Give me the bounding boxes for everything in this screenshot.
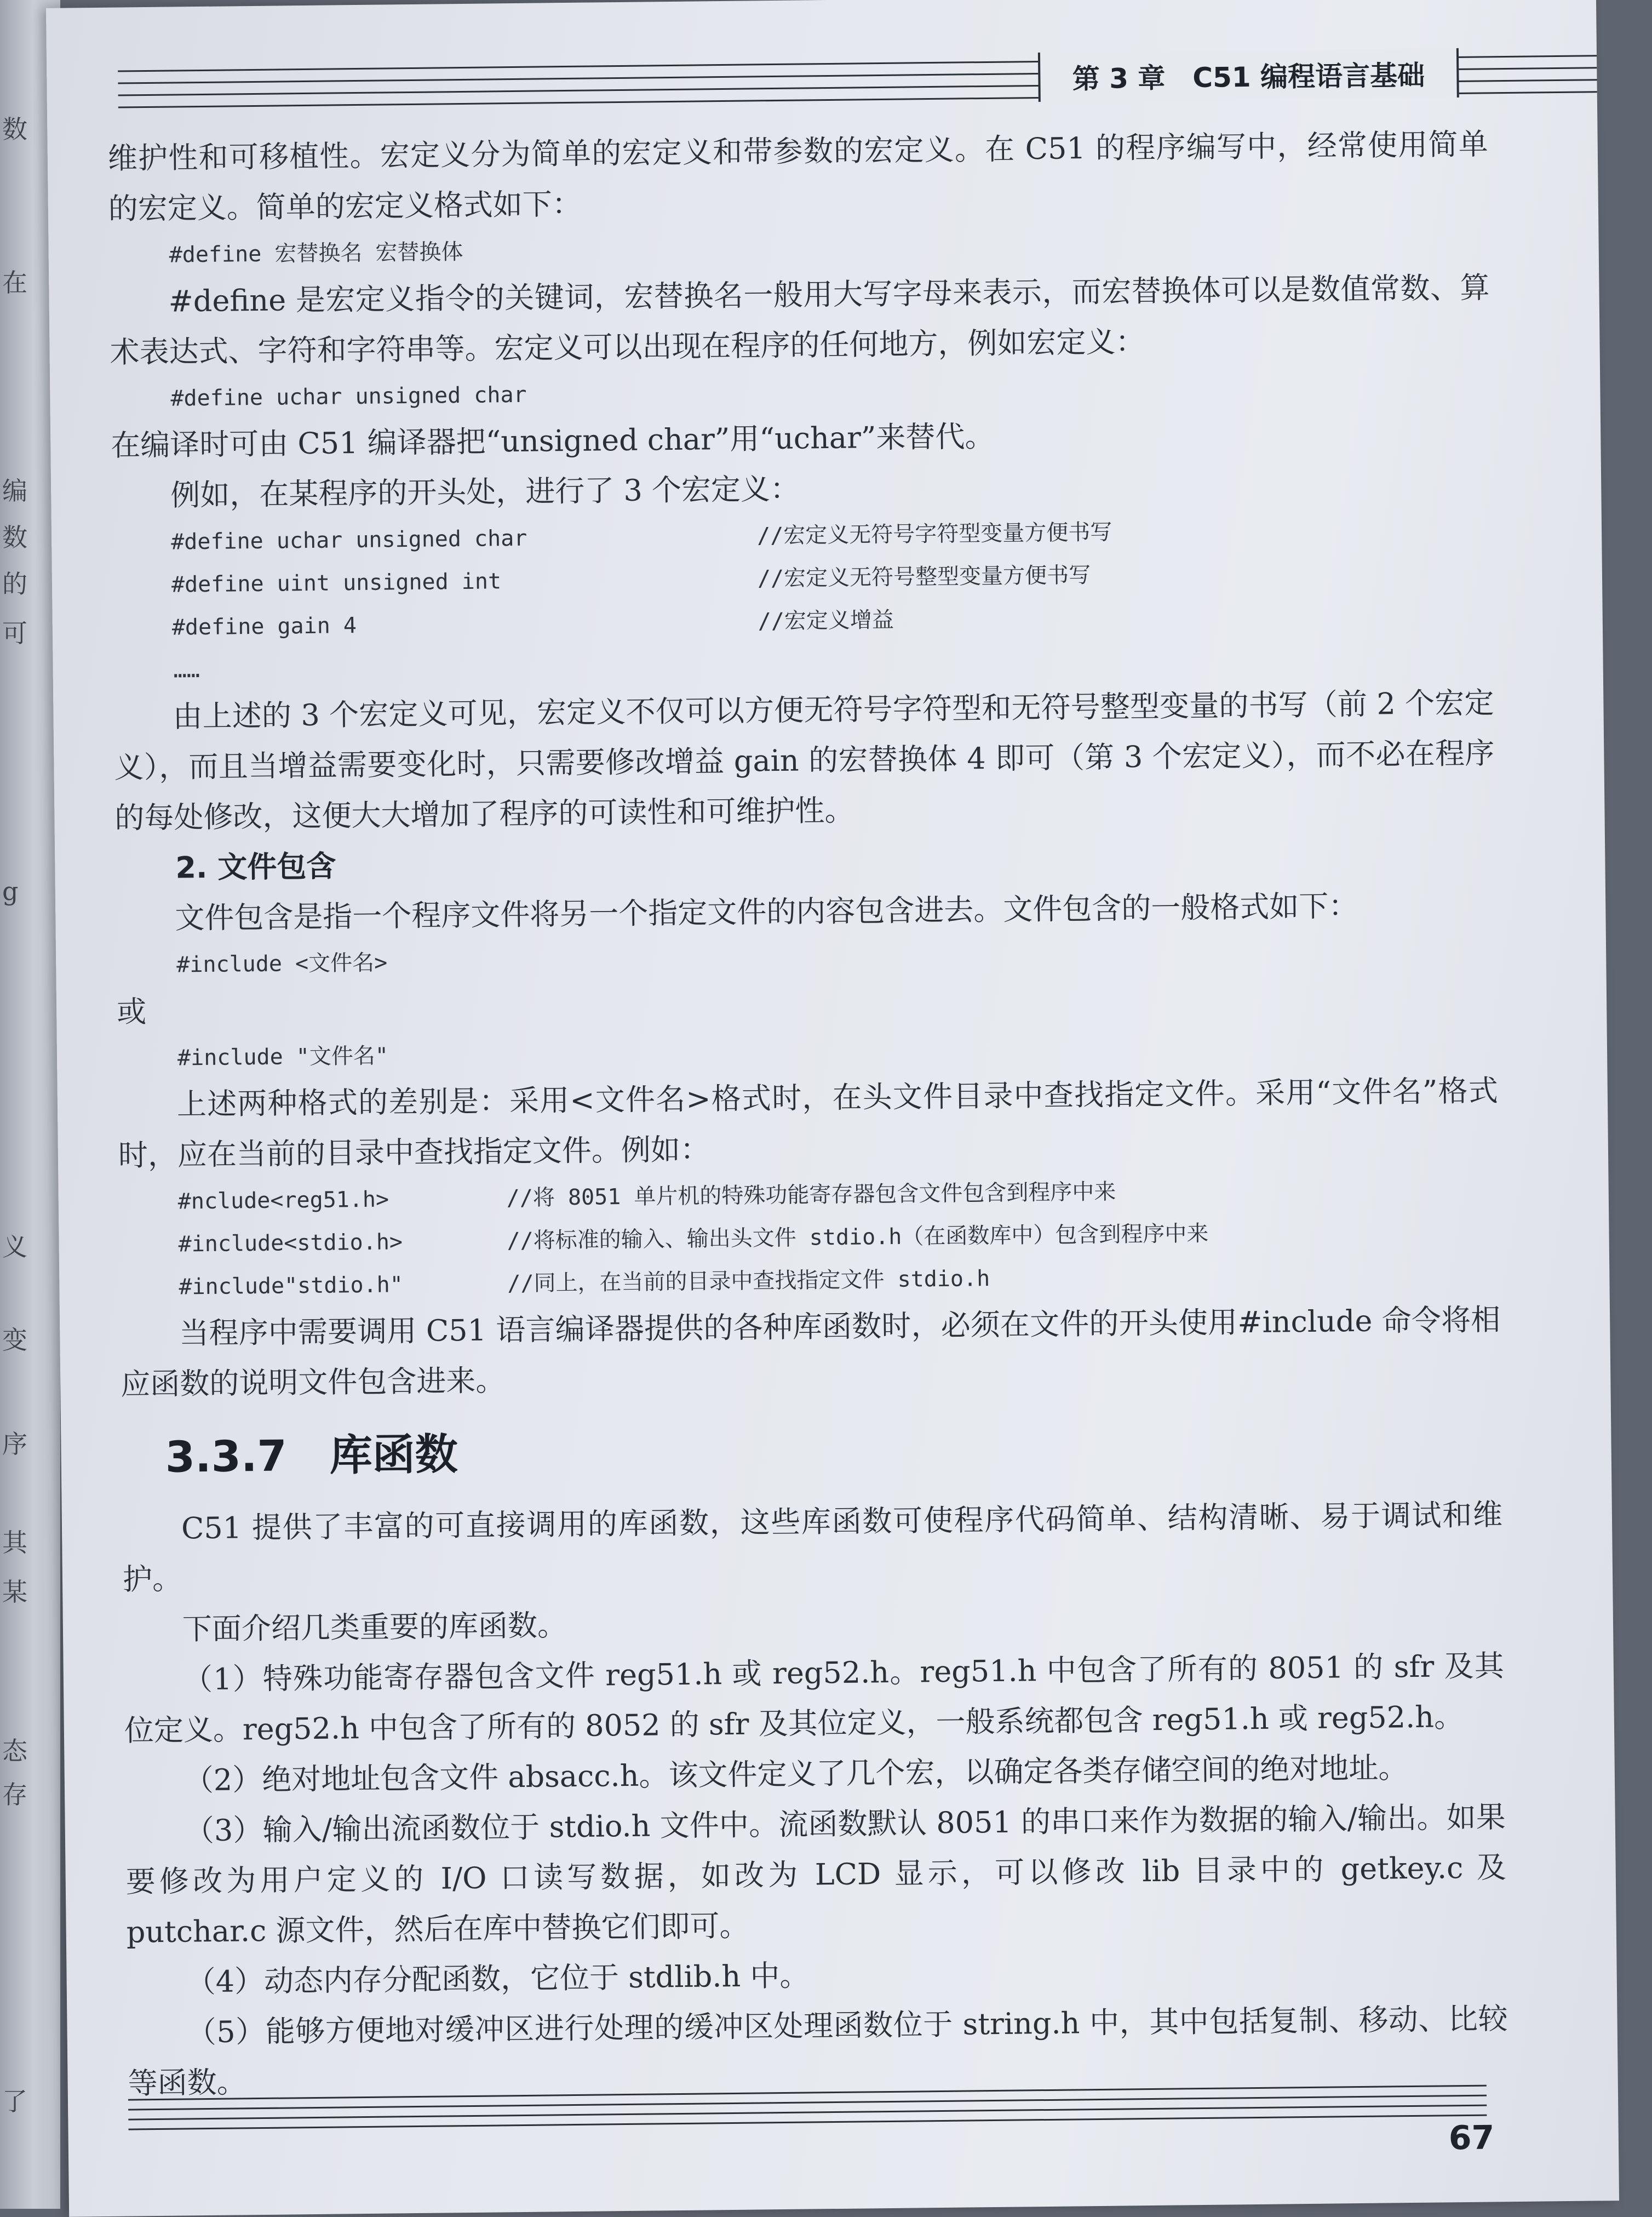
left-page-char: 在 (2, 268, 27, 297)
list-item: （1）特殊功能寄存器包含文件 reg51.h 或 reg52.h。reg51.h 中包含了所有的 8051 的 sfr 及其位定义。reg52.h 中包含了所有的 8052 的 sfr 及其位定义，一般系统都包含 reg51.h 或 reg52.h。 (124, 1648, 1505, 1748)
left-page-char: 某 (2, 1577, 27, 1607)
left-page-char: 编 (2, 476, 27, 506)
subsection-heading: 2. 文件包含 (175, 849, 336, 885)
ellipsis: …… (173, 657, 200, 683)
left-page-char: 序 (2, 1429, 27, 1459)
paragraph: 例如，在某程序的开头处，进行了 3 个宏定义： (170, 471, 800, 513)
code-line: #include "文件名" (177, 1043, 389, 1071)
left-page-char: 了 (2, 2087, 27, 2116)
left-page-char: 态 (2, 1736, 27, 1766)
book-page (46, 0, 1619, 2217)
code-line: #define uchar unsigned char (170, 382, 527, 411)
or-text: 或 (116, 994, 147, 1029)
define-comment: //宏定义无符号整型变量方便书写 (757, 563, 1091, 592)
define-code: #define uchar unsigned char (170, 525, 527, 555)
define-comment: //宏定义无符号字符型变量方便书写 (756, 519, 1112, 549)
section-heading: 3.3.7 库函数 (165, 1430, 458, 1482)
left-page-char: 数 (2, 114, 27, 144)
include-code: #include"stdio.h" (179, 1272, 404, 1300)
page-number: 67 (1448, 2118, 1495, 2158)
include-comment: //将标准的输入、输出头文件 stdio.h（在函数库中）包含到程序中来 (507, 1221, 1209, 1254)
left-page-char: 义 (2, 1232, 27, 1262)
define-code: #define uint unsigned int (171, 569, 502, 598)
code-line: #define 宏替换名 宏替换体 (169, 239, 463, 268)
include-comment: //同上，在当前的目录中查找指定文件 stdio.h (507, 1266, 990, 1297)
define-comment: //宏定义增益 (758, 607, 894, 634)
left-page-char: g (2, 877, 19, 906)
list-item: （3）输入/输出流函数位于 stdio.h 文件中。流函数默认 8051 的串口来作为数据的输入/输出。如果要修改为用户定义的 I/O 口读写数据，如改为 LCD 显示，可以修改 lib 目录中的 getkey.c 及 putchar.c 源文件，然后在库中替换它们即可。 (125, 1800, 1506, 1950)
paragraph: 由上述的 3 个宏定义可见，宏定义不仅可以方便无符号字符型和无符号整型变量的书写（前 2 个宏定义），而且当增益需要变化时，只需要修改增益 gain 的宏替换体 4 即可（第 3 个宏定义），而不必在程序的每处修改，这便大大增加了程序的可读性和可维护性。 (114, 685, 1495, 835)
paragraph: 在编译时可由 C51 编译器把“unsigned char”用“uchar”来替代。 (111, 419, 995, 463)
paragraph: #define 是宏定义指令的关键词，宏替换名一般用大写字母来表示，而宏替换体可以是数值常数、算术表达式、字符和字符串等。宏定义可以出现在程序的任何地方，例如宏定义： (110, 270, 1490, 370)
left-page-char: 数 (2, 523, 27, 552)
chapter-title: 第 3 章 C51 编程语言基础 (1072, 59, 1425, 95)
left-page-char: 变 (2, 1325, 27, 1355)
define-code: #define gain 4 (171, 613, 357, 640)
list-item: （5）能够方便地对缓冲区进行处理的缓冲区处理函数位于 string.h 中，其中包括复制、移动、比较等函数。 (128, 2001, 1508, 2101)
include-code: #nclude<reg51.h> (177, 1187, 389, 1215)
paragraph: 维护性和可移植性。宏定义分为简单的宏定义和带参数的宏定义。在 C51 的程序编写中，经常使用简单的宏定义。简单的宏定义格式如下： (107, 127, 1489, 226)
running-header (1038, 48, 1459, 102)
code-line: #include <文件名> (176, 950, 388, 978)
paragraph: 上述两种格式的差别是：采用<文件名>格式时，在头文件目录中查找指定文件。采用“文件名”格式时，应在当前的目录中查找指定文件。例如： (118, 1073, 1499, 1173)
page-content (107, 119, 1508, 2109)
include-comment: //将 8051 单片机的特殊功能寄存器包含文件包含到程序中来 (506, 1179, 1116, 1211)
include-code: #include<stdio.h> (178, 1229, 403, 1257)
list-item: （2）绝对地址包含文件 absacc.h。该文件定义了几个宏，以确定各类存储空间的绝对地址。 (183, 1750, 1408, 1798)
paragraph: 当程序中需要调用 C51 语言编译器提供的各种库函数时，必须在文件的开头使用#include 命令将相应函数的说明文件包含进来。 (120, 1302, 1501, 1402)
left-page-char: 的 (2, 569, 27, 599)
left-page-char: 存 (2, 1780, 27, 1809)
paragraph: C51 提供了丰富的可直接调用的库函数，这些库函数可使程序代码简单、结构清晰、易于调试和维护。 (122, 1497, 1503, 1597)
paragraph: 文件包含是指一个程序文件将另一个指定文件的内容包含进去。文件包含的一般格式如下： (175, 888, 1358, 936)
list-item: （4）动态内存分配函数，它位于 stdlib.h 中。 (186, 1958, 810, 2000)
left-page-char: 可 (2, 618, 27, 648)
left-page-char: 其 (2, 1528, 27, 1557)
paragraph: 下面介绍几类重要的库函数。 (182, 1608, 567, 1647)
